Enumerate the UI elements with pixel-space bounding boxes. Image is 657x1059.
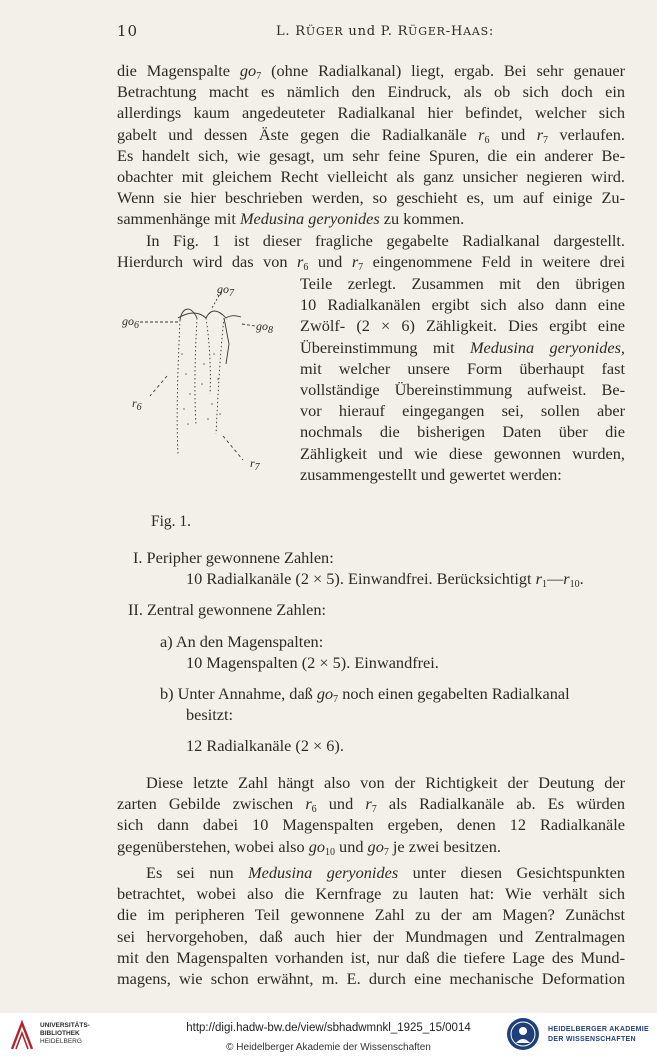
list-item-i-body: 10 Radialkanäle (2 × 5). Einwandfrei. Berücksichtigt $r_1—r_{10}$. — [186, 569, 584, 590]
text-line: vor hierauf eingegangen sei, sollen aber — [300, 401, 625, 421]
figure-caption: Fig. 1. — [151, 513, 192, 530]
list-item-b-body: 12 Radialkanäle (2 × 6). — [186, 736, 344, 755]
figure-1 — [120, 284, 290, 494]
page-header — [0, 22, 657, 48]
text-line: gabelt und dessen Äste gegen die Radialkanäle $r_6$ und $r_7$ verlaufen. — [117, 124, 625, 146]
library-name: UNIVERSITÄTS- BIBLIOTHEK HEIDELBERG — [40, 1022, 90, 1045]
permalink-url[interactable]: http://digi.hadw-bw.de/view/sbhadwmnkl_1925_15/0014 — [186, 1022, 471, 1034]
text-line: In Fig. 1 ist dieser fragliche gegabelte Radialkanal dargestellt. — [146, 231, 625, 250]
label-go7: $go_7$ — [217, 282, 234, 299]
text-line: die Magenspalte $go_7$ (ohne Radialkanal) liegt, ergab. Bei sehr genauer — [117, 61, 625, 82]
text-line: zusammengestellt und gewertet werden: — [300, 464, 562, 484]
copyright-notice: © Heidelberger Akademie der Wissenschaften — [226, 1042, 431, 1053]
text-line: vollständige Übereinstimmung aufweist. Be- — [300, 379, 625, 399]
text-line: zarten Gebilde zwischen $r_6$ und $r_7$ als Radialkanäle ab. Es würden — [117, 794, 626, 816]
text-line: betrachtet, wobei also die Kernfrage zu lauten hat: Wie verhält sich — [117, 884, 625, 904]
list-item-b-heading-cont: besitzt: — [186, 705, 234, 724]
list-item-a-heading: a) An den Magenspalten: — [160, 632, 324, 651]
text-line: magens, wie schon erwähnt, m. E. durch eine mechanische Deformation — [117, 968, 625, 988]
label-r7: $r_7$ — [250, 456, 260, 473]
academy-seal-icon — [506, 1017, 540, 1051]
text-line: sich dann dabei 10 Magenspalten ergeben, denen 12 Radialkanäle — [117, 815, 625, 835]
text-line: sei hervorgehoben, daß auch hier der Mundmagen und Zentralmagen — [117, 926, 625, 946]
running-head: L. RÜGER und P. RÜGER-HAAS: — [276, 24, 495, 39]
list-item-b-heading: b) Unter Annahme, daß $go_7$ noch einen gegabelten Radialkanal — [160, 684, 570, 705]
list-item-ii-heading: II. Zentral gewonnene Zahlen: — [128, 600, 326, 619]
text-line: Es handelt sich, wie gesagt, um sehr feine Spuren, die ein anderer Be- — [117, 145, 625, 165]
text-line: 10 Radialkanälen ergibt sich also dann eine — [300, 295, 625, 315]
paragraph-1 — [117, 60, 625, 230]
text-line: Es sei nun Medusina geryonides unter diesen Gesichtspunkten — [146, 863, 626, 882]
paragraph-3 — [117, 772, 625, 857]
footer-bar — [0, 1013, 657, 1059]
paragraph-4 — [117, 862, 625, 989]
academy-name: HEIDELBERGER AKADEMIE DER WISSENSCHAFTEN — [548, 1026, 649, 1043]
text-line: Wenn sie hier beschrieben werden, so geschieht es, um auf einige Zu- — [117, 188, 625, 208]
text-line: Betrachtung macht es nämlich den Eindruck, als ob sich doch ein — [117, 82, 625, 102]
paragraph-2-narrow — [300, 273, 625, 485]
text-line: Zwölf- (2 × 6) Zähligkeit. Dies ergibt eine — [300, 316, 625, 336]
figure-1-drawing — [120, 284, 290, 494]
list-item-a-body: 10 Magenspalten (2 × 5). Einwandfrei. — [186, 653, 439, 672]
text-line: nochmals die bisherigen Daten über die — [300, 422, 625, 442]
text-line: mit welcher unsere Form überhaupt fast — [300, 358, 625, 378]
text-line: gegenüberstehen, wobei also $go_{10}$ und $go_7$ je zwei besitzen. — [117, 836, 501, 858]
text-line: sammenhänge mit Medusina geryonides zu kommen. — [117, 209, 465, 229]
label-go8: $go_8$ — [256, 319, 273, 336]
label-r6: $r_6$ — [132, 396, 142, 413]
text-line: die im peripheren Teil gewonnene Zahl zu der am Magen? Zunächst — [117, 905, 625, 925]
label-go6: $go_6$ — [122, 314, 139, 331]
text-line: Teile zerlegt. Zusammen mit den übrigen — [300, 274, 625, 293]
text-line: Diese letzte Zahl hängt also von der Richtigkeit der Deutung der — [146, 773, 625, 792]
text-line: mit den Magenspalten vorhanden ist, nur daß die tiefere Lage des Mund- — [117, 947, 625, 967]
text-line: Zähligkeit und wie diese gewonnen wurden, — [300, 443, 625, 463]
list-item-i-heading: I. Peripher gewonnene Zahlen: — [133, 548, 334, 567]
text-line: Hierdurch wird das von $r_6$ und $r_7$ eingenommene Feld in weitere drei — [117, 252, 626, 274]
text-line: allerdings kaum angedeuteter Radialkanal hier befindet, welcher sich — [117, 103, 625, 123]
page-number: 10 — [117, 22, 139, 40]
text-line: Übereinstimmung mit Medusina geryonides, — [300, 337, 626, 357]
paragraph-2 — [117, 230, 625, 272]
text-line: obachter mit gleichem Recht vielleicht als ganz unsicher negieren wird. — [117, 166, 625, 186]
